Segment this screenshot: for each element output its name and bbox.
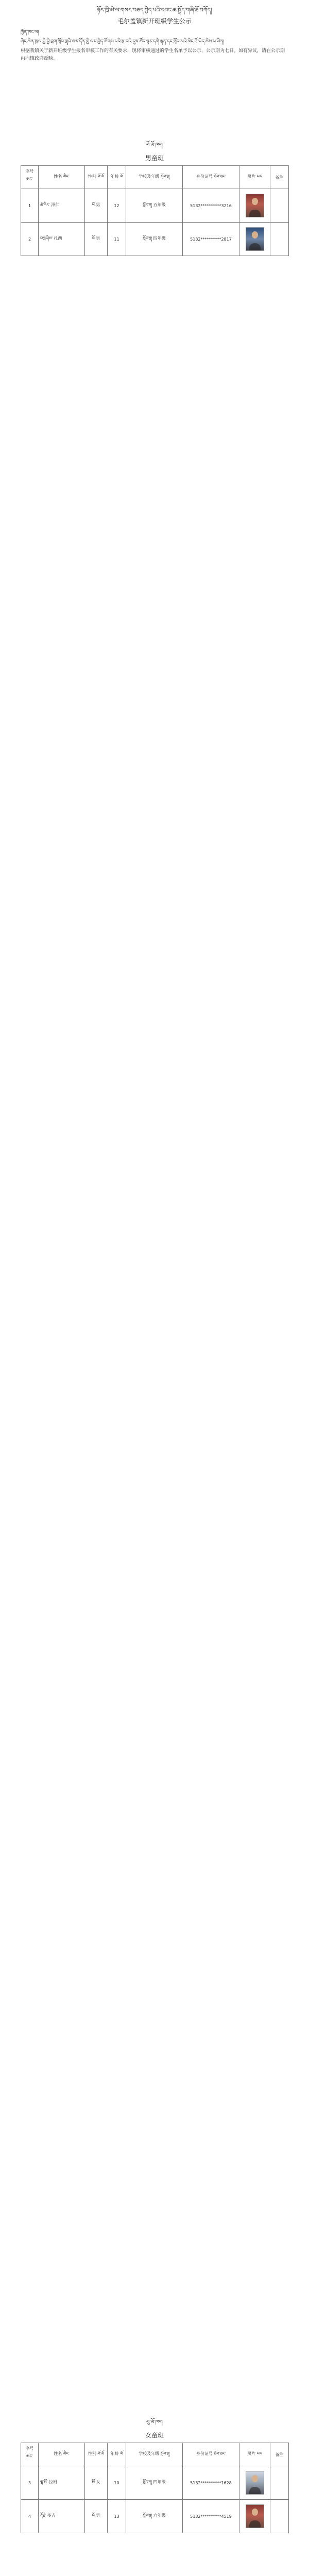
portrait-photo <box>246 194 264 217</box>
section-2-title-chinese: 女童班 <box>145 2432 164 2439</box>
cell-photo <box>239 189 270 223</box>
table-row <box>21 2466 289 2500</box>
document-header <box>0 0 309 26</box>
col-num: 序号 ཨང་ <box>21 2443 39 2466</box>
roster-table-2 <box>21 2443 289 2533</box>
col-name: 姓名 མིང་ <box>39 2443 85 2466</box>
col-id: 身份证号 ཐོབ་ཐང་ <box>183 2443 239 2466</box>
cell-school: སློབ་གྲྭ 六年级 <box>126 2500 183 2533</box>
col-name: 姓名 མིང་ <box>39 166 85 189</box>
cell-age: 11 <box>108 223 126 256</box>
cell-age: 12 <box>108 189 126 223</box>
col-gender: 性别 ཕོ་མོ <box>85 166 108 189</box>
section-1 <box>21 139 288 256</box>
cell-age: 13 <box>108 2500 126 2533</box>
cell-photo <box>239 2500 270 2533</box>
table-row <box>21 189 289 223</box>
title-tibetan: ཧོར་ཁྲི་མེ་ལ་གསར་བཅད་བྱེད་པའི་དབང་ཆ་སྤྲོད་གཞི་ཐོ་བཀོད། <box>97 7 212 13</box>
cell-note <box>270 2500 289 2533</box>
section-1-heading <box>21 139 288 162</box>
cell-gender: ཕོ 男 <box>85 2500 108 2533</box>
cell-num: 2 <box>21 223 39 256</box>
col-school: 学校及年级 སློབ་གྲྭ <box>126 166 183 189</box>
cell-note <box>270 189 289 223</box>
section-2-heading <box>21 2416 288 2439</box>
intro-paragraph-tibetan: ཞིང་ཆེན་ཁུལ་གྱི་བྱེ་བྲག་སློབ་གྲྭའི་ལས་དོན་གྱི་ལས་བྱེད་ཚོགས་པའི་རྩ་བའི་དུས་ཚོད་ལྟར་དགེ་རྒན་དང་སློབ་མའི་མིང་ཐོ་ཡིད་ཆེས་པ་ཡིན། <box>21 39 225 44</box>
cell-id: 5132**********3216 <box>183 189 239 223</box>
cell-school: སློབ་གྲྭ 四年级 <box>126 223 183 256</box>
section-1-title-chinese: 男童班 <box>145 155 164 162</box>
col-photo: 照片 པར <box>239 2443 270 2466</box>
cell-name: ལྷ་མོ་ 拉姆 <box>39 2466 85 2500</box>
portrait-photo <box>246 227 264 251</box>
col-photo: 照片 པར <box>239 166 270 189</box>
cell-age: 10 <box>108 2466 126 2500</box>
cell-name: རྡོ་རྗེ་ 多吉 <box>39 2500 85 2533</box>
cell-note <box>270 223 289 256</box>
cell-num: 1 <box>21 189 39 223</box>
cell-note <box>270 2466 289 2500</box>
col-school: 学校及年级 སློབ་གྲྭ <box>126 2443 183 2466</box>
cell-gender: ཕོ 男 <box>85 223 108 256</box>
cell-num: 4 <box>21 2500 39 2533</box>
col-age: 年龄 ལོ <box>108 2443 126 2466</box>
cell-school: སློབ་གྲྭ 五年级 <box>126 189 183 223</box>
cell-id: 5132**********1628 <box>183 2466 239 2500</box>
table-row <box>21 223 289 256</box>
cell-gender: ཕོ 男 <box>85 189 108 223</box>
roster-table-1 <box>21 165 289 256</box>
table-header-row <box>21 166 289 189</box>
intro-paragraph-chinese: 根据我镇关于新开班级学生报名审核工作的有关要求，现将审核通过的学生名单予以公示，公示期为七日。如有异议，请在公示期内向镇政府反映。 <box>21 48 285 61</box>
cell-name: བཀྲ་ཤིས་ 扎西 <box>39 223 85 256</box>
intro-text <box>0 26 309 63</box>
title-chinese: 毛尔盖镇新开班级学生公示 <box>117 18 192 25</box>
table-row <box>21 2500 289 2533</box>
cell-photo <box>239 2466 270 2500</box>
portrait-photo <box>246 2471 264 2495</box>
table-header-row <box>21 2443 289 2466</box>
cell-id: 5132**********4519 <box>183 2500 239 2533</box>
cell-num: 3 <box>21 2466 39 2500</box>
intro-salutation: ཁྱོན་ཁང་ལ། <box>21 30 39 35</box>
cell-school: སློབ་གྲྭ 四年级 <box>126 2466 183 2500</box>
col-note: 备注 <box>270 2443 289 2466</box>
section-2 <box>21 2416 288 2533</box>
section-1-title-tibetan: ཕོ་མོ་ཁག <box>146 142 163 148</box>
col-gender: 性别 ཕོ་མོ <box>85 2443 108 2466</box>
portrait-photo <box>246 2504 264 2528</box>
cell-id: 5132**********2817 <box>183 223 239 256</box>
col-age: 年龄 ལོ <box>108 166 126 189</box>
cell-name: ཚེ་རིང་ 泽仁 <box>39 189 85 223</box>
section-2-title-tibetan: བུ་མོ་ཁག <box>146 2419 163 2425</box>
cell-photo <box>239 223 270 256</box>
col-num: 序号 ཨང་ <box>21 166 39 189</box>
col-note: 备注 <box>270 166 289 189</box>
cell-gender: མོ 女 <box>85 2466 108 2500</box>
col-id: 身份证号 ཐོབ་ཐང་ <box>183 166 239 189</box>
